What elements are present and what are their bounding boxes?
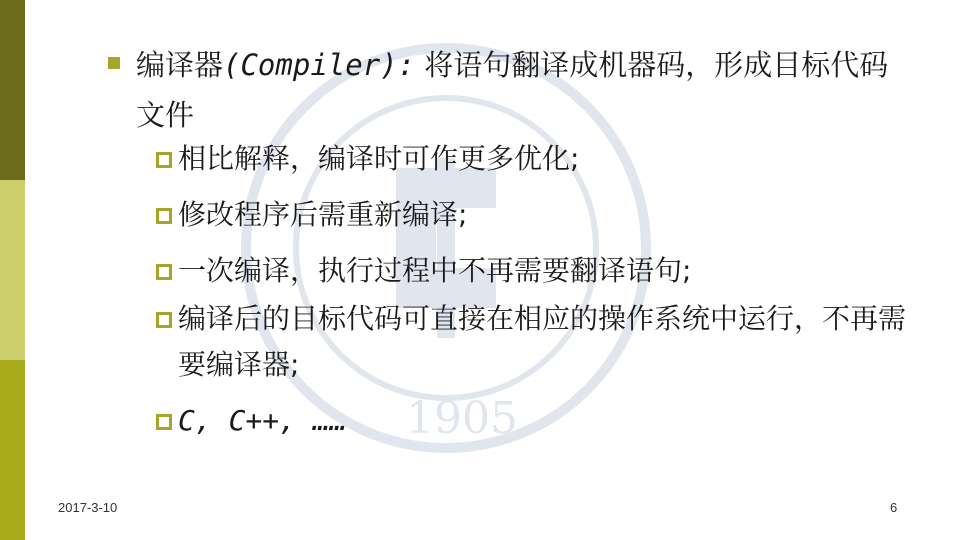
main-bullet-text — [136, 40, 916, 140]
hollow-square-bullet-icon — [156, 312, 172, 328]
compiler-definition: 将语句翻译成机器码，形成目标代码文件 — [136, 48, 889, 132]
sub-bullet-text: 编译后的目标代码可直接在相应的操作系统中运行，不再需要编译器; — [178, 302, 907, 381]
seal-year: 1905 — [406, 393, 518, 444]
sub-bullet-text: 修改程序后需重新编译; — [178, 198, 468, 231]
square-bullet-icon — [108, 57, 120, 69]
hollow-square-bullet-icon — [156, 414, 172, 430]
hollow-square-bullet-icon — [156, 152, 172, 168]
footer-page-number: 6 — [890, 500, 898, 515]
hollow-square-bullet-icon — [156, 264, 172, 280]
sub-bullet-text: C, C++, …… — [178, 404, 347, 437]
compiler-term: 编译器 — [136, 48, 224, 82]
footer-date: 2017-3-10 — [58, 500, 118, 515]
sub-bullet-text: 相比解释，编译时可作更多优化; — [178, 142, 580, 175]
hollow-square-bullet-icon — [156, 208, 172, 224]
sub-bullet-text: 一次编译，执行过程中不再需要翻译语句; — [178, 254, 692, 287]
compiler-term-english: (Compiler): — [223, 48, 416, 82]
